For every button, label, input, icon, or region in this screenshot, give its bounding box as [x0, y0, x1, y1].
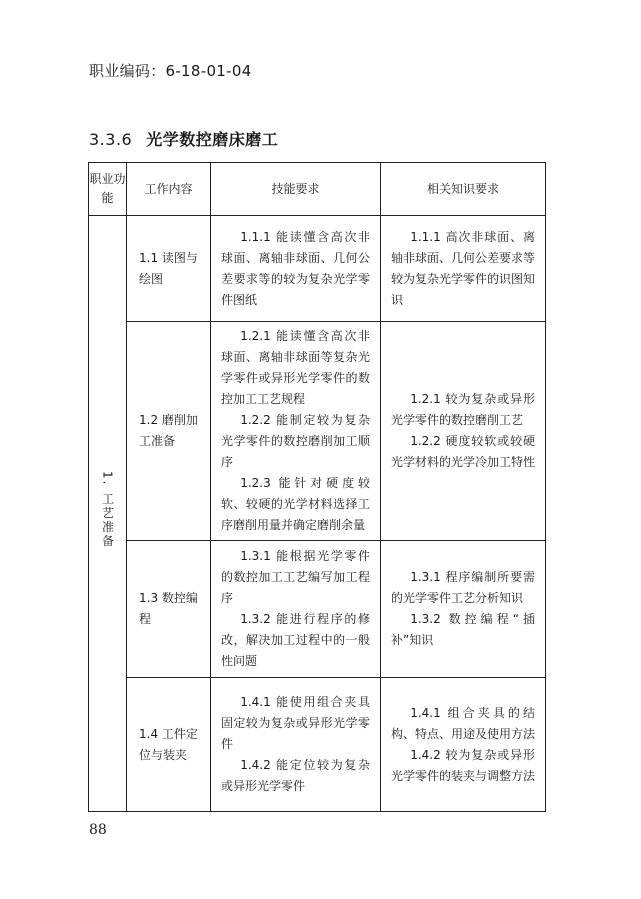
knowledge-item: 1.2.1 较为复杂或异形光学零件的数控磨削工艺 — [391, 392, 535, 427]
table-header-row — [89, 163, 546, 216]
requirements-table — [88, 162, 546, 812]
header-skill: 技能要求 — [211, 163, 381, 216]
header-function: 职业功能 — [89, 163, 127, 216]
skill-item: 1.2.2 能制定较为复杂光学零件的数控磨削加工顺序 — [221, 413, 370, 469]
skill-cell — [211, 678, 381, 812]
knowledge-item: 1.4.1 组合夹具的结构、特点、用途及使用方法 — [391, 705, 536, 741]
knowledge-item: 1.2.2 硬度较软或较硬光学材料的光学冷加工特性 — [391, 434, 536, 469]
skill-cell — [211, 541, 381, 678]
header-content: 工作内容 — [127, 163, 211, 216]
skill-item: 1.1.1 能读懂含高次非球面、离轴非球面、几何公差要求等的较为复杂光学零件图纸 — [221, 229, 370, 307]
content-cell: 1.3 数控编程 — [127, 541, 211, 678]
function-label: 1. 工艺准备 — [100, 471, 115, 549]
occupation-code: 职业编码：6-18-01-04 — [89, 62, 252, 80]
header-knowledge: 相关知识要求 — [381, 163, 546, 216]
content-cell: 1.2 磨削加工准备 — [127, 322, 211, 541]
skill-item: 1.3.2 能进行程序的修改，解决加工过程中的一般性问题 — [221, 612, 370, 668]
knowledge-cell — [381, 678, 546, 812]
skill-item: 1.3.1 能根据光学零件的数控加工工艺编写加工程序 — [221, 549, 370, 605]
knowledge-item: 1.3.1 程序编制所要需的光学零件工艺分析知识 — [391, 570, 535, 605]
skill-item: 1.2.3 能针对硬度较软、较硬的光学材料选择工序磨削用量并确定磨削余量 — [221, 476, 370, 532]
skill-item: 1.4.2 能定位较为复杂或异形光学零件 — [221, 758, 370, 793]
table-row — [89, 216, 546, 322]
table-row — [89, 541, 546, 678]
knowledge-cell — [381, 541, 546, 678]
section-heading — [89, 127, 278, 150]
section-number: 3.3.6 — [89, 130, 133, 149]
knowledge-item: 1.4.2 较为复杂或异形光学零件的装夹与调整方法 — [391, 747, 536, 783]
knowledge-cell — [381, 216, 546, 322]
section-title: 光学数控磨床磨工 — [146, 130, 279, 149]
page-number: 88 — [89, 822, 107, 838]
knowledge-cell — [381, 322, 546, 541]
skill-item: 1.4.1 能使用组合夹具固定较为复杂或异形光学零件 — [221, 695, 370, 751]
knowledge-item: 1.1.1 高次非球面、离轴非球面、几何公差要求等较为复杂光学零件的识图知识 — [391, 229, 536, 307]
function-cell — [89, 216, 127, 812]
content-cell: 1.4 工件定位与装夹 — [127, 678, 211, 812]
table-row — [89, 678, 546, 812]
table-row — [89, 322, 546, 541]
content-cell: 1.1 读图与绘图 — [127, 216, 211, 322]
knowledge-item: 1.3.2 数控编程“插补”知识 — [391, 612, 535, 647]
skill-cell — [211, 322, 381, 541]
skill-cell — [211, 216, 381, 322]
skill-item: 1.2.1 能读懂含高次非球面、离轴非球面等复杂光学零件或异形光学零件的数控加工工艺规程 — [221, 329, 370, 406]
